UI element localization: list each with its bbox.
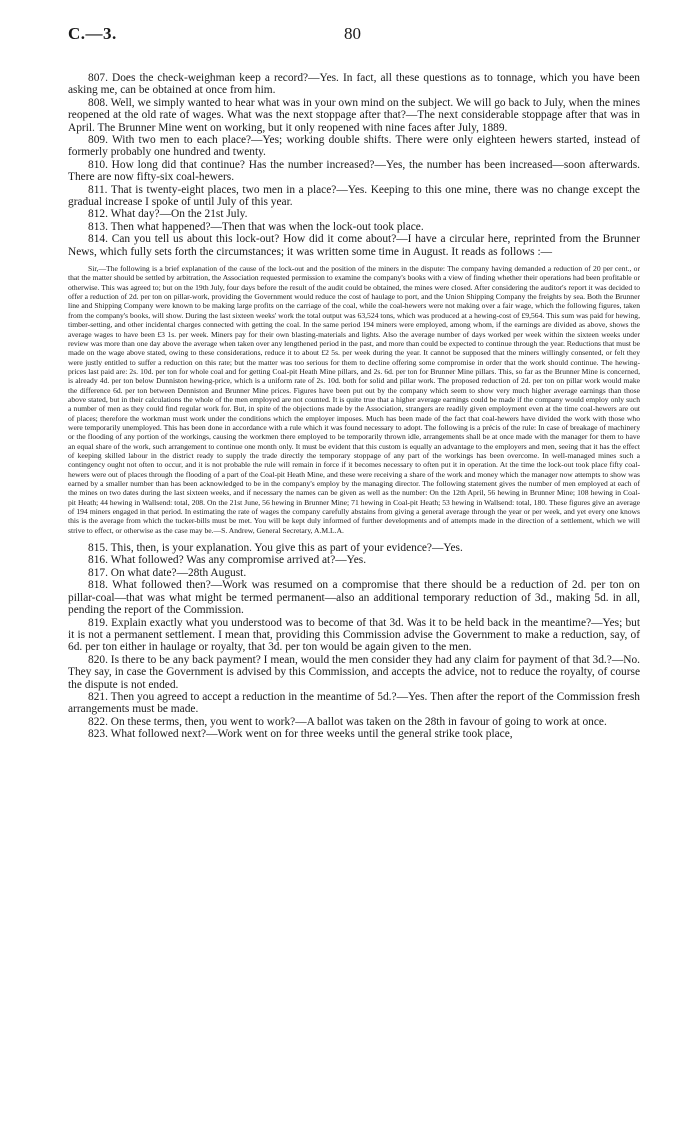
question-811: 811. That is twenty-eight places, two men in a place?—Yes. Keeping to this one mine, there was no change except the gradual increase I spoke of until July of this year. — [68, 183, 640, 209]
question-820: 820. Is there to be any back payment? I mean, would the men consider they had any claim for payment of that 3d.?—No. They say, in case the Government is advised by this Commission, and accepts the advice, not to reduce the royalty, of course the dispute is not ended. — [68, 653, 640, 691]
question-821: 821. Then you agreed to accept a reduction in the meantime of 5d.?—Yes. Then after the report of the Commission fresh arrangements must be made. — [68, 690, 640, 716]
quoted-circular-letter: Sir,—The following is a brief explanation of the cause of the lock-out and the position of the miners in the dispute: The company having demanded a reduction of 20 per cent., or that the matter should be settled by arbitration, the Association requested permission to examine the company's books with a view of finding whether their operations had been profitable or otherwise. This was agreed to; but on the 19th July, four days before the result of the audit could be obtained, the mines were closed. After considering the auditor's report it was decided to offer a reduction of 2d. per ton on pillar-work, providing the Government would reduce the cost of haulage to port, and the Union Shipping Company the freights by sea. Both the Brunner line and Shipping Company were known to be making large profits on the carriage of the coal, while the coal-hewers were not making over a fair wage, which the following figures, taken from the company's books, will show. During the last sixteen weeks' work the total output was 63,524 tons, which was produced at a hewing-cost of £9,564. This sum was paid for hewing, timber-setting, and other incidental charges connected with getting the coal. In the same period 194 miners were employed, among whom, if the earnings are divided as above, shows the average wages to have been £3 1s. per week. Miners pay for their own blasting-materials and lights. Also the average number of days worked per week within the sixteen weeks under review was more than one day above the average when taken over any lengthened period in the past, and more than could be expected to continue through the year. Reductions that must be made on the wage above stated, owing to these considerations, reduce it to about £2 5s. per week during the year. It cannot be supposed that the miners willingly consented, or felt they were justly entitled to suffer a reduction on this rate; but the matter was too serious for them to decline offering some compromise in order that the work should continue. The hewing-prices last paid are: 2s. 10d. per ton for whole coal and for getting Coal-pit Heath Mine pillars, and 2s. 6d. per ton for Brunner Mine pillars. This, so far as the Brunner Mine is concerned, is already 4d. per ton below Dunniston hewing-price, which is a uniform rate of 2s. 10d. both for solid and pillar work. The proposed reduction of 2d. per ton on pillar work would make the difference 6d. per ton between Denniston and Brunner Mine prices. Figures have been put out by the company which seem to show very much higher average earnings than those above stated, but in their calculations the whole of the men employed are not counted. It is quite true that a higher average earnings could be made if the company would employ only such a number of men as they could find regular work for. But, in spite of the objections made by the Association, strangers are readily given employment even at the time coal-hewers are out of places; therefore the workman must work under the conditions which the employer imposes. Much has been made of the fact that coal-hewers have divided the work with those who were temporarily unemployed. This has been done in accordance with a rule which it was found necessary to adopt. The following is a précis of the rule: In case of breakage of machinery or the flooding of any portion of the workings, causing the workmen there employed to be temporarily thrown idle, arrangements shall be at once made with the manager for them to have an equal share of the work, such arrangement to continue one month only. It must be evident that this custom is equally an advantage to the employers and men, seeing that it has the effect of keeping skilled labour in the district ready to supply the trade directly the temporary stoppage of any part of the workings has been overcome. In well-managed mines such a contingency ought not often to occur, and it is not probable the rule will remain in force if it becomes necessary to often put it in operation. At the time the lock-out took place fifty coal-hewers were out of places through the flooding of a part of the Coal-pit Heath Mine, and these were receiving a share of the work and money which the manager now attempts to show was earned by a smaller number than has been acknowledged to be in the company's employ by the managing director. The following statement gives the number of men employed at each of the mines on two dates during the last sixteen weeks, and if necessary the names can be given as well as the number: On the 12th April, 56 hewing in Brunner Mine; 108 hewing in Coal-pit Heath; 44 hewing in Wallsend: total, 208. On the 21st June, 56 hewing in Brunner Mine; 71 hewing in Coal-pit Heath; 53 hewing in Wallsend: total, 180. These figures give an average of 194 miners engaged in that period. In estimating the rate of wages the company carefully abstains from giving a general average through the year or per week, and yet every one knows this is the average from which the tucker-bills must be met. You will be kept duly informed of further developments and of attempts made in the direction of a settlement, which we will strive to effect, or otherwise as the case may be.—S. Andrew, General Secretary, A.M.L.A. — [68, 264, 640, 535]
question-813: 813. Then what happened?—Then that was when the lock-out took place. — [88, 220, 424, 233]
page-header — [68, 24, 638, 48]
document-code: C.—3. — [68, 24, 117, 43]
question-816: 816. What followed? Was any compromise arrived at?—Yes. — [88, 554, 367, 567]
question-815: 815. This, then, is your explanation. You give this as part of your evidence?—Yes. — [88, 542, 463, 555]
question-818: 818. What followed then?—Work was resumed on a compromise that there should be a reduction of 2d. per ton on pillar-coal—that was what might be termed permanent—also an additional temporary reduction of 3d., making 5d. in all, pending the report of the Commission. — [68, 579, 640, 617]
question-807: 807. Does the check-weighman keep a record?—Yes. In fact, all these questions as to tonnage, which you have been asking me, can be obtained at once from him. — [68, 72, 640, 97]
question-814: 814. Can you tell us about this lock-out? How did it come about?—I have a circular here, reprinted from the Brunner News, which fully sets forth the circumstances; it was written some time in August. It reads as follows :— — [68, 233, 640, 258]
question-822: 822. On these terms, then, you went to work?—A ballot was taken on the 28th in favour of going to work at once. — [88, 715, 607, 728]
question-817: 817. On what date?—28th August. — [88, 566, 247, 579]
questions-before-letter — [68, 72, 640, 258]
page-number: 80 — [344, 24, 361, 43]
question-812: 812. What day?—On the 21st July. — [88, 208, 248, 221]
question-819: 819. Explain exactly what you understood was to become of that 3d. Was it to be held back in the meantime?—Yes; but it is not a permanent settlement. I mean that, providing this Commission advise the Government to make a reduction, say, of 6d. per ton either in haulage or royalty, that 3d. per ton would be again given to the men. — [68, 616, 640, 654]
question-810: 810. How long did that continue? Has the number increased?—Yes, the number has been increased—soon afterwards. There are now fifty-six coal-hewers. — [68, 158, 640, 184]
questions-after-letter — [68, 542, 640, 741]
document-body — [68, 72, 640, 741]
question-808: 808. Well, we simply wanted to hear what was in your own mind on the subject. We will go back to July, when the mines reopened at the old rate of wages. What was the next stoppage after that?—The next considerable stoppage after that was in April. The Brunner Mine went on working, but it only reopened with nine faces after July, 1889. — [68, 96, 640, 134]
question-809: 809. With two men to each place?—Yes; working double shifts. There were only eighteen hewers started, instead of formerly probably one hundred and twenty. — [68, 134, 640, 159]
question-823: 823. What followed next?—Work went on for three weeks until the general strike took place, — [88, 728, 513, 741]
